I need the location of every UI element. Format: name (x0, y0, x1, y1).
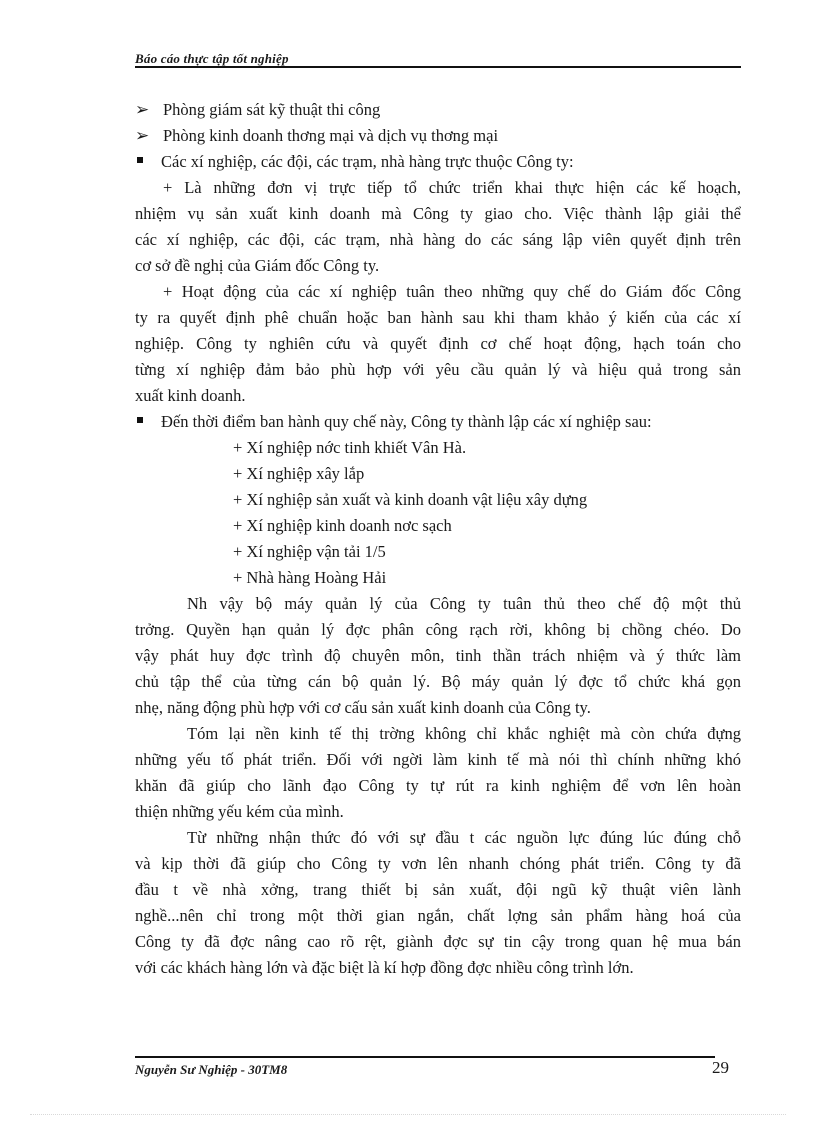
list-item: + Xí nghiệp sản xuất và kinh doanh vật liệu xây dựng (233, 490, 588, 509)
text-line: Từ những nhận thức đó với sự đầu t các nguồn lực đúng lúc đúng chỗ (187, 828, 741, 847)
page-edge-dotted-line (30, 1114, 786, 1115)
list-item: + Xí nghiệp kinh doanh nơc sạch (233, 516, 452, 535)
text-line: và kịp thời đã giúp cho Công ty vơn lên nhanh chóng phát triển. Công ty đã (135, 854, 741, 873)
paragraph (135, 825, 741, 981)
text-line: nhiệm vụ sản xuất kinh doanh mà Công ty giao cho. Việc thành lập giải thể (135, 204, 741, 223)
text-line: các xí nghiệp, các đội, các trạm, nhà hàng do các sáng lập viên quyết định trên (135, 230, 741, 249)
text-line: vậy phát huy đợc trình độ chuyên môn, tinh thần trách nhiệm và ý thức làm (135, 646, 741, 665)
list-item: + Xí nghiệp xây lắp (233, 464, 365, 483)
paragraph (135, 721, 741, 825)
text-line: trởng. Quyền hạn quản lý đợc phân công rạch rời, không bị chồng chéo. Do (135, 620, 741, 639)
text-line: những yếu tố phát triển. Đối với ngời làm kinh tế mà nói thì chính những khó (135, 750, 741, 769)
square-bullet-icon (137, 417, 143, 423)
footer-author: Nguyễn Sư Nghiệp - 30TM8 (135, 1062, 288, 1077)
paragraph (135, 279, 741, 409)
list-item: + Nhà hàng Hoàng Hải (233, 568, 387, 587)
footer-divider (135, 1056, 715, 1058)
header-title: Báo cáo thực tập tốt nghiệp (135, 52, 293, 66)
text-line: với các khách hàng lớn và đặc biệt là kí hợp đồng đợc nhiều công trình lớn. (135, 958, 634, 977)
text-line: nhẹ, năng động phù hợp với cơ cấu sản xuất kinh doanh của Công ty. (135, 698, 591, 717)
text-line: Nh vậy bộ máy quản lý của Công ty tuân thủ theo chế độ một thủ (187, 594, 741, 613)
text-line: xuất kinh doanh. (135, 386, 246, 405)
list-item: + Xí nghiệp nớc tinh khiết Vân Hà. (233, 438, 467, 457)
text-line: Tóm lại nền kinh tế thị trờng không chỉ khắc nghiệt mà còn chứa đựng (187, 724, 741, 743)
enterprise-list (135, 435, 741, 591)
bullet-list-item: Các xí nghiệp, các đội, các trạm, nhà hàng trực thuộc Công ty: (135, 149, 741, 175)
text-line: thiện những yếu kém của mình. (135, 802, 344, 821)
paragraph (135, 175, 741, 279)
text-line: cơ sở đề nghị của Giám đốc Công ty. (135, 256, 380, 275)
text-line: khăn đã giúp cho lãnh đạo Công ty tự rút ra kinh nghiệm để vơn lên hoàn (135, 776, 741, 795)
paragraph (135, 591, 741, 721)
text-line: đầu t về nhà xởng, trang thiết bị sản xuất, đội ngũ kỹ thuật viên lành (135, 880, 741, 899)
text-line: chủ tập thể của từng cán bộ quản lý. Bộ máy quản lý đợc tổ chức khá gọn (135, 672, 741, 691)
document-body (135, 97, 741, 981)
text-line: nghề...nên chỉ trong một thời gian ngắn, chất lợng sản phẩm hàng hoá của (135, 906, 741, 925)
text-line: nghiệp. Công ty nghiên cứu và quyết định cơ chế hoạt động, hạch toán cho (135, 334, 741, 353)
list-item: + Xí nghiệp vận tải 1/5 (233, 542, 386, 561)
arrow-bullet-icon: ➢ (135, 126, 150, 145)
arrow-list-item: ➢ Phòng giám sát kỹ thuật thi công (135, 97, 741, 123)
square-bullet-icon (137, 157, 143, 163)
page-header (135, 50, 741, 68)
arrow-list-item: ➢ Phòng kinh doanh thơng mại và dịch vụ thơng mại (135, 123, 741, 149)
text-line: Công ty đã đợc nâng cao rõ rệt, giành đợc sự tin cậy trong quan hệ mua bán (135, 932, 741, 951)
page-number: 29 (712, 1058, 729, 1077)
arrow-bullet-icon: ➢ (135, 100, 150, 119)
text-line: ty ra quyết định phê chuẩn hoặc ban hành sau khi tham khảo ý kiến của các xí (135, 308, 741, 327)
bullet-list-item: Đến thời điểm ban hành quy chế này, Công ty thành lập các xí nghiệp sau: (135, 409, 741, 435)
text-line: + Hoạt động của các xí nghiệp tuân theo những quy chế do Giám đốc Công (163, 282, 741, 301)
text-line: + Là những đơn vị trực tiếp tổ chức triển khai thực hiện các kế hoạch, (163, 178, 741, 197)
text-line: từng xí nghiệp đảm bảo phù hợp với yêu cầu quản lý và hiệu quả trong sản (135, 360, 741, 379)
